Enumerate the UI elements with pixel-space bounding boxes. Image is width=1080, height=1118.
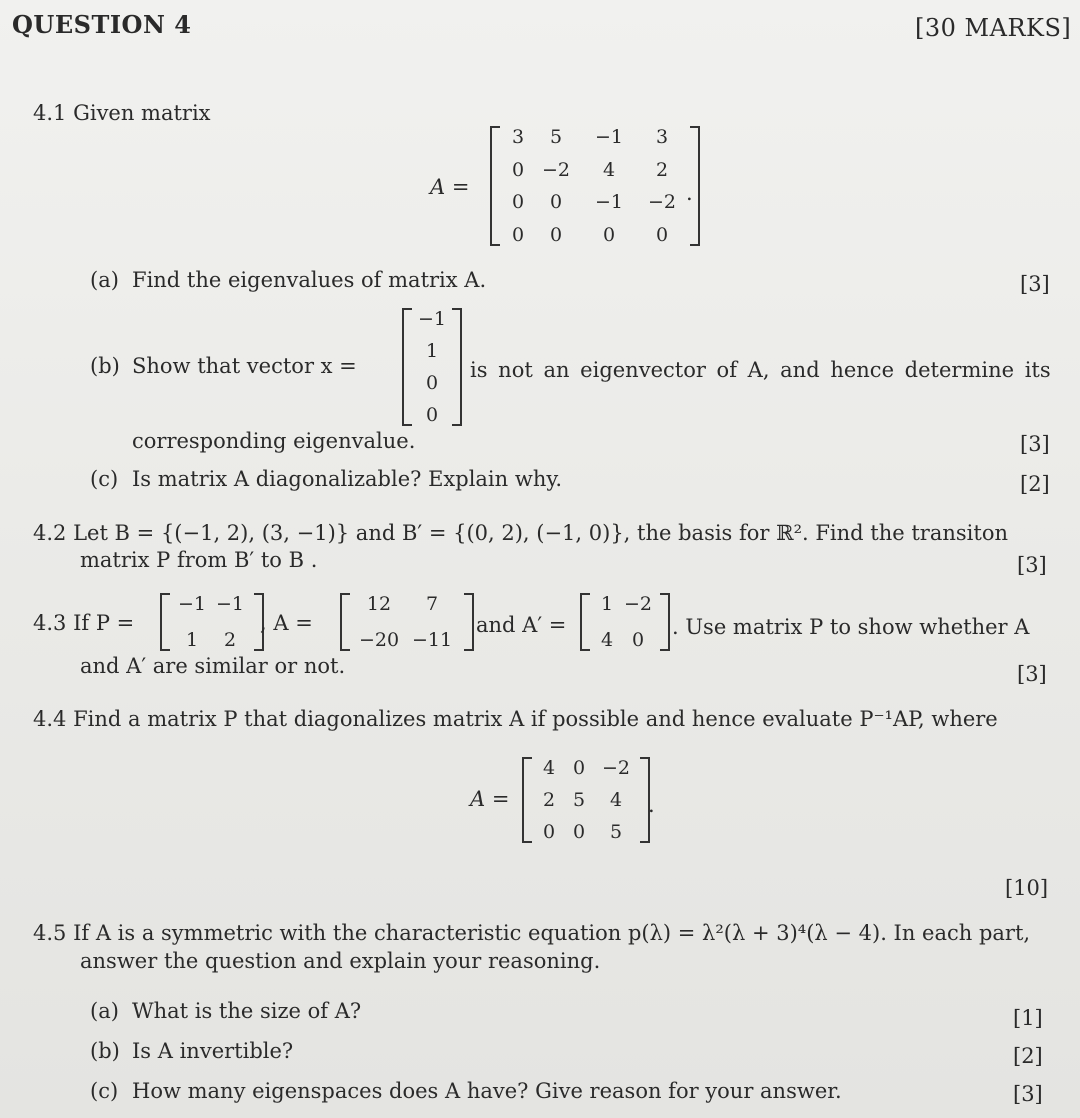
q41-matrix-cell-3-1: 0 — [549, 223, 563, 246]
q41-matrix-cell-2-3: −2 — [647, 191, 676, 214]
q43-p-cell-0-1: −1 — [215, 593, 244, 615]
q42-marks: [3] — [1017, 553, 1047, 577]
q44-matrix-cell-2-2: 5 — [609, 821, 623, 843]
q42-line2: matrix P from B′ to B . — [80, 548, 318, 572]
q43-a-cell-1-0: −20 — [358, 629, 400, 651]
q45b-marks: [2] — [1013, 1044, 1043, 1068]
q41a-marks: [3] — [1020, 272, 1050, 296]
q41-matrix-cell-1-3: 2 — [655, 158, 669, 181]
q41-matrix-cell-2-1: 0 — [549, 191, 563, 214]
q45b-text: Is A invertible? — [132, 1039, 294, 1063]
q43-p-cell-0-0: −1 — [177, 593, 206, 615]
q41b-text-post: is not an eigenvector of A, and hence determine its — [470, 358, 1051, 382]
q41b-vector-cell-0-0: −1 — [417, 308, 446, 330]
q43-post: . Use matrix P to show whether A — [672, 615, 1030, 639]
q44-matrix-lhs: A = — [470, 787, 510, 811]
q43-a-label: , A = — [260, 611, 313, 635]
q41-matrix-cell-3-3: 0 — [655, 223, 669, 246]
q41b-vector-cell-3-0: 0 — [425, 404, 439, 426]
q44-line1: 4.4 Find a matrix P that diagonalizes matrix A if possible and hence evaluate P⁻¹AP, where — [33, 707, 998, 731]
q41b-vector-cell-2-0: 0 — [425, 372, 439, 394]
q41-matrix-cell-1-1: −2 — [541, 158, 570, 181]
q41b-vector-cell-1-0: 1 — [425, 340, 439, 362]
q43-a-cell-0-0: 12 — [366, 593, 392, 615]
q41-matrix-cell-2-2: −1 — [594, 191, 623, 214]
question-title: QUESTION 4 — [12, 10, 192, 39]
q45-line2: answer the question and explain your reasoning. — [80, 949, 601, 973]
q45c-marks: [3] — [1013, 1082, 1043, 1106]
q43-a-cell-1-1: −11 — [411, 629, 453, 651]
q44-matrix-cell-1-2: 4 — [609, 789, 623, 811]
q41b-label: (b) — [90, 354, 120, 378]
q41-period: . — [686, 181, 693, 205]
q44-matrix-cell-0-1: 0 — [572, 757, 586, 779]
q45a-label: (a) — [90, 999, 119, 1023]
q41b-marks: [3] — [1020, 432, 1050, 456]
total-marks: [30 MARKS] — [915, 14, 1072, 42]
q41-matrix — [490, 126, 700, 246]
q44-matrix-cell-1-0: 2 — [542, 789, 556, 811]
q41-matrix-cell-0-3: 3 — [655, 126, 669, 148]
q41a-text: Find the eigenvalues of matrix A. — [132, 268, 487, 292]
q41b-vector — [402, 308, 462, 426]
q41a-label: (a) — [90, 268, 119, 292]
q43-marks: [3] — [1017, 662, 1047, 686]
q41-label: 4.1 Given matrix — [33, 101, 211, 125]
q45c-label: (c) — [90, 1079, 119, 1103]
q43-ap-cell-0-0: 1 — [600, 593, 614, 615]
q44-matrix-cell-0-0: 4 — [542, 757, 556, 779]
q41-matrix-cell-2-0: 0 — [511, 191, 525, 214]
q44-matrix — [522, 757, 650, 843]
q43-line2: and A′ are similar or not. — [80, 654, 346, 678]
q41-matrix-cell-0-0: 3 — [511, 126, 525, 148]
q41-matrix-cell-1-0: 0 — [511, 158, 525, 181]
q41b-text-pre: Show that vector x = — [132, 354, 357, 378]
q43-ap-cell-1-1: 0 — [631, 629, 645, 651]
q41-matrix-cell-3-2: 0 — [602, 223, 616, 246]
q43-a-cell-0-1: 7 — [425, 593, 439, 615]
q43-matrix-p — [160, 593, 264, 651]
q43-matrix-ap — [580, 593, 670, 651]
q44-marks: [10] — [1005, 876, 1049, 900]
q44-period: . — [648, 793, 655, 817]
q43-pre: 4.3 If P = — [33, 611, 135, 635]
q41b-text-cont: corresponding eigenvalue. — [132, 429, 416, 453]
q45b-label: (b) — [90, 1039, 120, 1063]
q41-matrix-cell-3-0: 0 — [511, 223, 525, 246]
q43-p-cell-1-0: 1 — [185, 629, 199, 651]
q44-matrix-cell-2-1: 0 — [572, 821, 586, 843]
q45a-marks: [1] — [1013, 1006, 1043, 1030]
q41c-label: (c) — [90, 467, 119, 491]
q44-matrix-cell-1-1: 5 — [572, 789, 586, 811]
q43-matrix-a — [340, 593, 474, 651]
q43-ap-cell-1-0: 4 — [600, 629, 614, 651]
q41c-text: Is matrix A diagonalizable? Explain why. — [132, 467, 563, 491]
q43-and: and A′ = — [476, 613, 567, 637]
q45-line1: 4.5 If A is a symmetric with the characteristic equation p(λ) = λ²(λ + 3)⁴(λ − 4). In each part, — [33, 921, 1031, 945]
q43-p-cell-1-1: 2 — [223, 629, 237, 651]
q41c-marks: [2] — [1020, 472, 1050, 496]
q44-matrix-cell-0-2: −2 — [601, 757, 630, 779]
q42-line1: 4.2 Let B = {(−1, 2), (3, −1)} and B′ = {(0, 2), (−1, 0)}, the basis for ℝ². Find the transiton — [33, 521, 1008, 545]
q43-ap-cell-0-1: −2 — [623, 593, 652, 615]
q45a-text: What is the size of A? — [132, 999, 362, 1023]
q41-matrix-cell-1-2: 4 — [602, 158, 616, 181]
q45c-text: How many eigenspaces does A have? Give reason for your answer. — [132, 1079, 842, 1103]
q44-matrix-cell-2-0: 0 — [542, 821, 556, 843]
q41-matrix-cell-0-2: −1 — [594, 126, 623, 148]
q41-matrix-cell-0-1: 5 — [549, 126, 563, 148]
q41-matrix-lhs: A = — [430, 175, 470, 199]
